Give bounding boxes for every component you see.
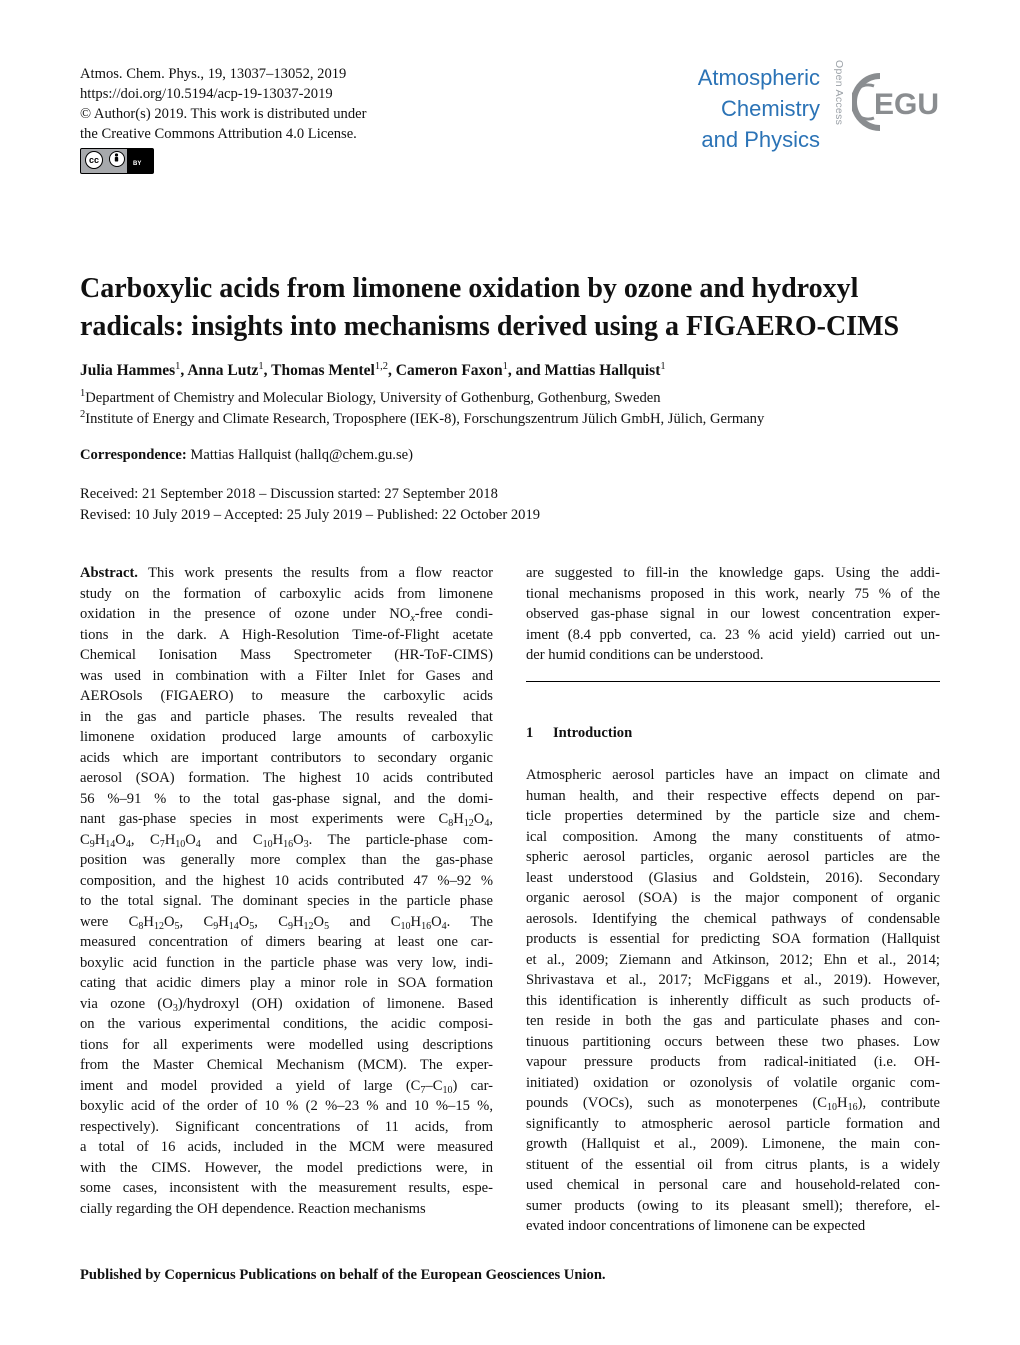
text-line: tinuous partitioning occurs between these two phases. Low (526, 1033, 940, 1050)
dates-line: Revised: 10 July 2019 – Accepted: 25 July 2019 – Published: 22 October 2019 (80, 506, 541, 523)
journal-name[interactable] (698, 62, 820, 155)
text-line: nant gas-phase species in most experiments were $C_8H_{12}O_4$, (80, 811, 493, 829)
text-line: least understood (Glasius and Goldstein, 2016). Secondary (526, 869, 940, 886)
text-line: measured concentration of dimers bearing at least one car- (80, 934, 493, 950)
text-line: Atmospheric aerosol particles have an impact on climate and (526, 767, 940, 783)
text-line: aerosol (SOA) formation. The highest 10 acids contributed (80, 770, 493, 786)
text-line: et al., 2009; Ziemann and Atkinson, 2012; Ehn et al., 2014; (526, 951, 940, 968)
text-line: respectively). Significant concentrations of 11 acids, from (80, 1118, 493, 1135)
text-line: 56 %–91 % to the total gas-phase signal, and the domi- (80, 790, 493, 807)
text-line: sumer products (owing to its pleasant smell); therefore, el- (526, 1197, 940, 1214)
author-name: Mattias Hallquist (544, 362, 661, 379)
author-affiliation-mark: 1,2 (374, 361, 388, 372)
text-line: ticle properties determined by the particle size and chem- (526, 808, 940, 824)
journal-name-line: and Physics (701, 127, 820, 152)
abstract-continued (526, 563, 940, 666)
text-line: some cases, inconsistent with the measurement results, espe- (80, 1180, 493, 1196)
correspondence: Correspondence: Mattias Hallquist (hallq@chem.gu.se) (80, 447, 413, 463)
text-line: vapour pressure products from radical-initiated (i.e. OH- (526, 1054, 940, 1070)
abstract (80, 563, 493, 1219)
author-name: Thomas Mentel (271, 362, 375, 379)
text-line: AEROsols (FIGAERO) to measure the carboxylic acids (80, 688, 493, 704)
text-line: to the total signal. The dominant species in the particle phase (80, 893, 493, 909)
text-line: study on the formation of carboxylic acids from limonene (80, 585, 493, 602)
paper-title (80, 270, 950, 346)
text-line: acids which are important contributors to secondary organic (80, 749, 493, 766)
author-list (80, 362, 666, 380)
text-line: human health, and their respective effects depend on par- (526, 787, 940, 804)
text-line: products is essential for predicting SOA formation (Hallquist (526, 931, 940, 947)
publication-dates (80, 484, 540, 525)
divider (526, 681, 940, 682)
text-line: initiated) oxidation or ozonolysis of volatile organic com- (526, 1074, 940, 1091)
publisher-footer: Published by Copernicus Publications on behalf of the European Geosciences Union. (80, 1267, 606, 1283)
text-line: cially regarding the OH dependence. Reaction mechanisms (80, 1200, 426, 1217)
text-line: from the Master Chemical Mechanism (MCM). The exper- (80, 1057, 493, 1073)
correspondence-email[interactable]: Mattias Hallquist (hallq@chem.gu.se) (190, 447, 413, 463)
open-access-label: Open Access (833, 60, 845, 126)
author-separator: , (180, 362, 188, 379)
by-label: BY (133, 161, 142, 167)
text-line: iment (8.4 ppb converted, ca. 23 % acid yield) carried out un- (526, 626, 940, 643)
text-line: are suggested to fill-in the knowledge gaps. Using the addi- (526, 565, 940, 581)
text-line: evated indoor concentrations of limonene can be expected (526, 1218, 866, 1234)
journal-name-line: Chemistry (720, 96, 820, 121)
dates-line: Received: 21 September 2018 – Discussion started: 27 September 2018 (80, 486, 498, 502)
text-line: tions for all experiments were modelled using descriptions (80, 1036, 493, 1053)
citation-block (80, 64, 366, 144)
text-line: ten reside in both the gas and particulate phases and con- (526, 1013, 940, 1029)
text-line: were $C_8H_{12}O_5$, $C_9H_{14}O_5$, $C_9H_{12}O_5$ and $C_{10}H_{16}O_4$. The (80, 913, 494, 932)
text-line: organic aerosol (SOA) is the major component of organic (526, 890, 940, 906)
text-line: in the gas and particle phases. The results revealed that (80, 708, 493, 725)
text-line: oxidation in the presence of ozone under $NO_x$-free condi- (80, 606, 493, 624)
author-affiliation-mark: 1 (502, 361, 508, 372)
text-line: on the various experimental conditions, the acidic composi- (80, 1016, 493, 1032)
text-line: growth (Hallquist et al., 2009). Limonene, the main con- (526, 1136, 940, 1152)
license: the Creative Commons Attribution 4.0 License. (80, 126, 357, 142)
citation: Atmos. Chem. Phys., 19, 13037–13052, 2019 (80, 66, 347, 82)
affiliation-1: $^1$Department of Chemistry and Molecular Biology, University of Gothenburg, Gothenburg, Sweden (80, 388, 661, 406)
text-line: boxylic acid function in the particle phase was very low, indi- (80, 954, 493, 971)
text-line: Abstract. This work presents the results from a flow reactor (80, 565, 493, 581)
text-line: ical composition. Among the many constituents of atmo- (526, 828, 940, 845)
copyright: © Author(s) 2019. This work is distributed under (80, 106, 367, 122)
text-line: cating that acidic dimers play a minor role in SOA formation (80, 975, 493, 991)
text-line: der humid conditions can be understood. (526, 647, 764, 663)
author-affiliation-mark: 1 (175, 361, 181, 372)
text-line: Shrivastava et al., 2017; McFiggans et al., 2019). However, (526, 972, 940, 988)
section-heading: 1 Introduction (526, 725, 633, 741)
text-line: with the CIMS. However, the model predictions were, in (80, 1159, 493, 1176)
author-name: Cameron Faxon (395, 362, 503, 379)
text-line: composition, and the highest 10 acids contributed 47 %–92 % (80, 872, 493, 889)
text-line: this identification is inherently difficult as such products of- (526, 992, 940, 1009)
cc-by-badge[interactable] (80, 148, 154, 174)
text-line: via ozone $(O_3)$/hydroxyl (OH) oxidation of limonene. Based (80, 995, 493, 1014)
affiliation-2: $^2$Institute of Energy and Climate Research, Troposphere (IEK-8), Forschungszentrum Jülich GmbH, Jülich, Germany (80, 409, 765, 427)
text-line: tional mechanisms proposed in this work, nearly 75 % of the (526, 585, 940, 602)
person-icon (109, 151, 125, 167)
text-line: a total of 16 acids, included in the MCM were measured (80, 1139, 493, 1155)
svg-text:EGU: EGU (874, 88, 940, 121)
doi-link[interactable]: https://doi.org/10.5194/acp-19-13037-2019 (80, 86, 333, 102)
text-line: was used in combination with a Filter Inlet for Gases and (80, 667, 493, 684)
text-line: stituent of the essential oil from citrus plants, is a widely (526, 1156, 940, 1173)
cc-icon: cc (85, 151, 103, 169)
paper-title-line: Carboxylic acids from limonene oxidation by ozone and hydroxyl (80, 273, 859, 304)
text-line: tions in the dark. A High-Resolution Time-of-Flight acetate (80, 626, 493, 643)
author-affiliation-mark: 1 (258, 361, 264, 372)
text-line: $C_9H_{14}O_4$, $C_7H_{10}O_4$ and $C_{10}H_{16}O_3$. The particle-phase com- (80, 831, 493, 850)
text-line: limonene oxidation produced large amounts of carboxylic (80, 729, 493, 745)
text-line: observed gas-phase signal in our lowest concentration exper- (526, 606, 940, 622)
author-separator: , (388, 362, 396, 379)
author-affiliation-mark: 1 (660, 361, 666, 372)
text-line: boxylic acid of the order of 10 % (2 %–23 % and 10 %–15 %, (80, 1098, 493, 1114)
journal-name-line: Atmospheric (697, 65, 820, 90)
text-line: iment and model provided a yield of large $(C_7-C_{10})$ car- (80, 1077, 493, 1096)
author-name: Anna Lutz (187, 362, 259, 379)
egu-logo-icon[interactable] (852, 66, 942, 138)
author-separator: , (263, 362, 272, 379)
text-line: position was generally more complex than the gas-phase (80, 852, 493, 868)
text-line: spheric aerosol particles, organic aerosol particles are the (526, 849, 940, 865)
text-line: Chemical Ionisation Mass Spectrometer (HR-ToF-CIMS) (80, 647, 493, 663)
text-line: aerosols. Identifying the chemical pathways of condensable (526, 910, 940, 927)
text-line: used chemical in personal care and household-related con- (526, 1177, 940, 1193)
introduction-text (526, 765, 940, 1237)
paper-title-line: radicals: insights into mechanisms derived using a FIGAERO-CIMS (80, 311, 900, 342)
abstract-label: Abstract. (80, 565, 138, 581)
author-separator: , and (507, 362, 545, 379)
text-line: pounds (VOCs), such as monoterpenes $(C_{10}H_{16})$, contribute (526, 1095, 940, 1113)
text-line: significantly to atmospheric aerosol particle formation and (526, 1115, 940, 1132)
author-name: Julia Hammes (80, 362, 176, 379)
